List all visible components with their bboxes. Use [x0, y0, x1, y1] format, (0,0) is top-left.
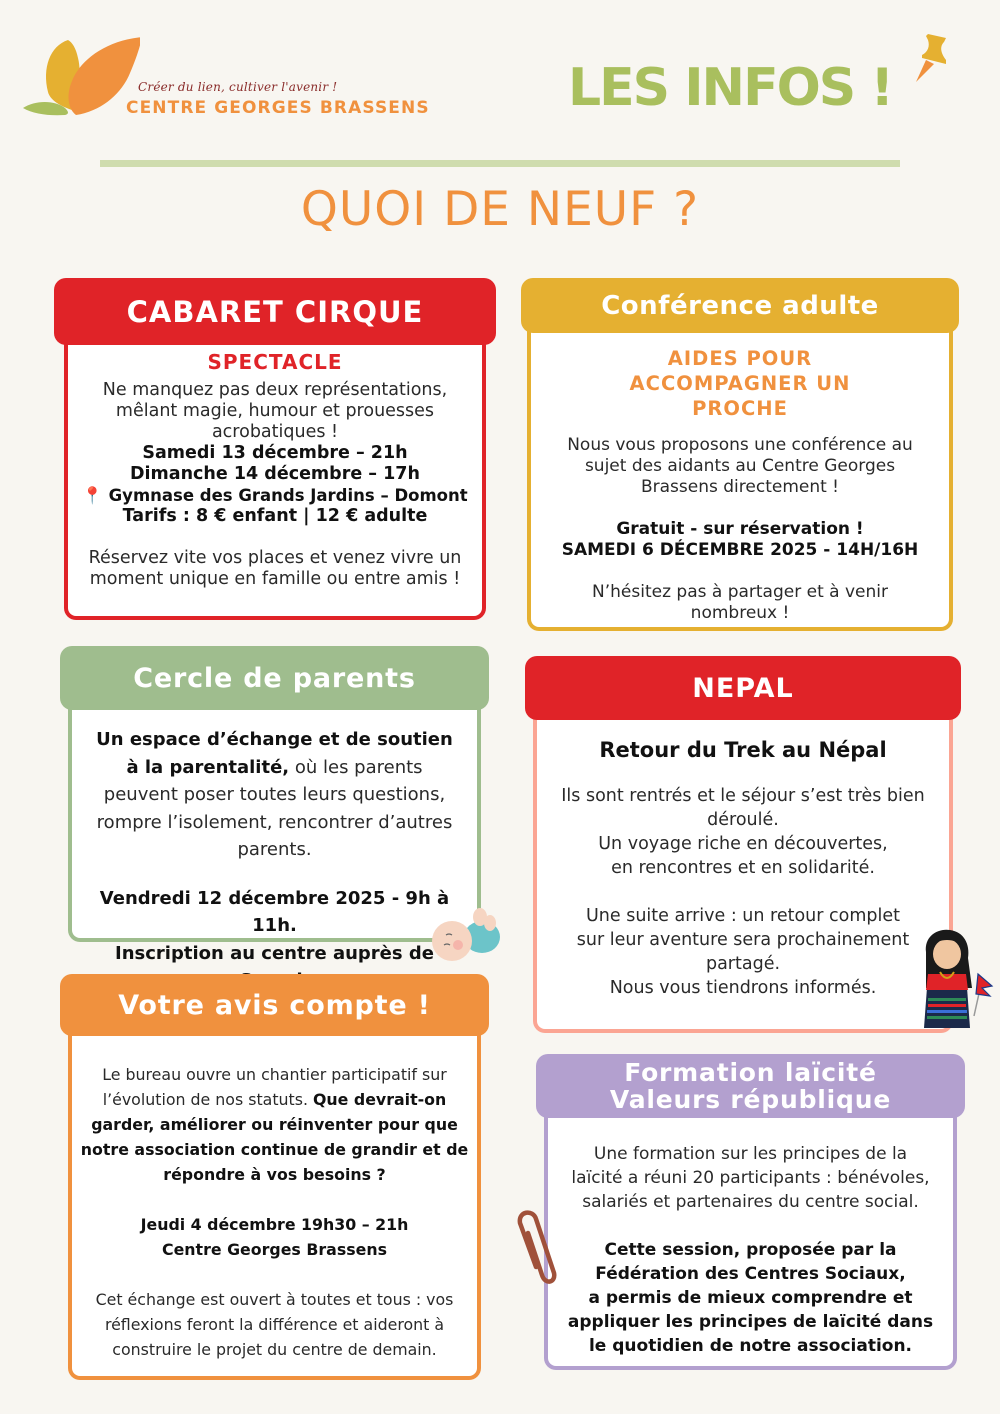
card-header: Cercle de parents [60, 646, 489, 710]
card-intro: Nous vous proposons une conférence au sujet des aidants au Centre Georges Brassens directement ! [567, 435, 913, 497]
card-intro: Ne manquez pas deux représentations, mêlant magie, humour et prouesses acrobatiques ! [102, 380, 448, 442]
page-title: QUOI DE NEUF ? [300, 182, 700, 237]
card-body [68, 704, 481, 964]
intro-text: Le bureau ouvre un chantier participatif sur l’évolution de nos statuts. [102, 1065, 447, 1109]
event-prices: Tarifs : 8 € enfant | 12 € adulte [122, 506, 428, 526]
card-header-line-2: Valeurs république [609, 1085, 892, 1114]
closing-b: a permis de mieux comprendre et appliquer les principes de laïcité dans le quotidien de notre association. [567, 1288, 934, 1356]
event-registration: Inscription au centre auprès de [115, 942, 434, 964]
event-date-2: Dimanche 14 décembre – 17h [130, 464, 420, 484]
card-header: Conférence adulte [521, 278, 959, 333]
card-conference-adulte [521, 278, 959, 631]
card-body [64, 338, 486, 620]
card-intro [80, 1062, 469, 1187]
card-subtitle: SPECTACLE [207, 350, 343, 374]
nepali-girl-illustration-icon [916, 928, 994, 1034]
card-intro [84, 726, 465, 864]
card-header [536, 1054, 965, 1118]
card-closing: N’hésitez pas à partager et à venir nombreux ! [592, 582, 888, 623]
event-date-1: Samedi 13 décembre – 21h [142, 443, 408, 463]
card-closing: Réservez vite vos places et venez vivre un moment unique en famille ou entre amis ! [88, 548, 462, 589]
org-name: CENTRE GEORGES BRASSENS [126, 98, 430, 118]
card-votre-avis-compte [60, 974, 489, 1380]
card-nepal [525, 656, 961, 1033]
card-header: NEPAL [525, 656, 961, 720]
card-header: Votre avis compte ! [60, 974, 489, 1036]
event-location [80, 485, 470, 506]
card-subtitle: Retour du Trek au Népal [599, 738, 887, 762]
map-pin-icon: 📍 [82, 486, 103, 505]
pushpin-icon [912, 30, 952, 85]
banner-title: LES INFOS ! [568, 58, 893, 118]
event-price: Gratuit - sur réservation ! [616, 519, 864, 539]
intro-bold: Un espace d’échange et de soutien à la parentalité, [96, 729, 453, 778]
nepal-para-1: Ils sont rentrés et le séjour s’est très bien déroulé. [561, 786, 925, 830]
nepal-para-2b: en rencontres et en solidarité. [611, 858, 875, 878]
header-divider [100, 160, 900, 167]
card-header: CABARET CIRQUE [54, 278, 496, 345]
card-closing: Cet échange est ouvert à toutes et tous : vos réflexions feront la différence et aideront à construire le projet du centre de demain. [95, 1290, 454, 1359]
baby-illustration-icon [422, 905, 508, 965]
card-body [533, 714, 953, 1033]
nepal-para-3: Une suite arrive : un retour complet sur leur aventure sera prochainement partagé. [576, 906, 910, 974]
logo-leaves-icon [20, 28, 140, 120]
event-date: SAMEDI 6 DÉCEMBRE 2025 - 14H/16H [561, 540, 919, 560]
closing-a: Cette session, proposée par la Fédération des Centres Sociaux, [595, 1240, 906, 1284]
card-cercle-de-parents [60, 646, 489, 964]
card-header-line-1: Formation laïcité [624, 1058, 877, 1087]
event-date: Jeudi 4 décembre 19h30 – 21h [140, 1215, 409, 1234]
card-formation-laicite [536, 1054, 965, 1370]
card-intro: Une formation sur les principes de la laïcité a réuni 20 participants : bénévoles, salariés et partenaires du centre social. [571, 1144, 930, 1212]
card-body [527, 326, 953, 631]
event-place: Centre Georges Brassens [161, 1240, 387, 1259]
location-text: Gymnase des Grands Jardins – Domont [108, 486, 468, 505]
card-body [68, 1030, 481, 1380]
paperclip-icon [508, 1205, 566, 1289]
card-cabaret-cirque [54, 278, 496, 620]
intro-question: Que devrait-on garder, améliorer ou réinventer pour que notre association continue de grandir et de répondre à vos besoins ? [80, 1090, 469, 1184]
event-date: Vendredi 12 décembre 2025 - 9h à 11h. [99, 887, 450, 936]
tagline: Créer du lien, cultiver l'avenir ! [138, 80, 338, 94]
nepal-para-4: Nous vous tiendrons informés. [609, 978, 877, 998]
card-subtitle: AIDES POUR ACCOMPAGNER UN PROCHE [629, 347, 851, 420]
nepal-para-2a: Un voyage riche en découvertes, [598, 834, 888, 854]
intro-rest: où les parents peuvent poser toutes leurs questions, rompre l’isolement, rencontrer d’autres parents. [96, 756, 453, 860]
card-body [544, 1112, 957, 1370]
